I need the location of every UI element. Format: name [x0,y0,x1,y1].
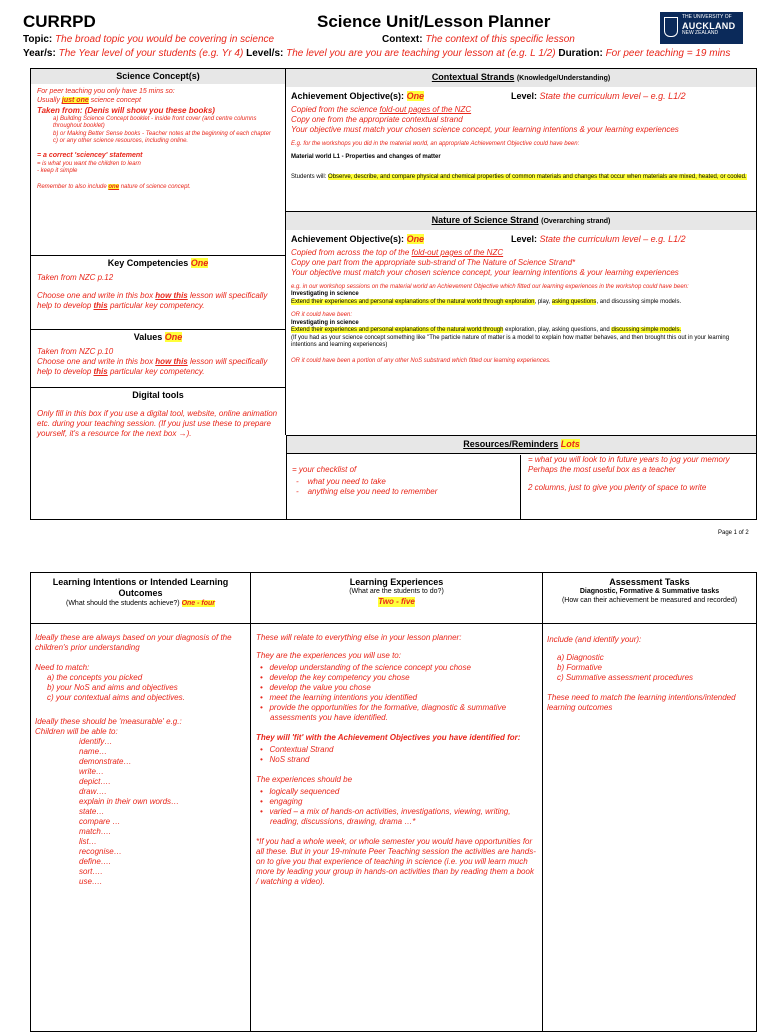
page-title: Science Unit/Lesson Planner [317,12,551,31]
resources-box [286,435,756,519]
list-item: a) the concepts you picked [47,673,143,682]
kc-e: particular key competency. [107,301,205,311]
list-item: b) your NoS and aims and objectives [47,683,178,692]
nos-level [511,234,686,245]
kc-instructions [37,291,279,311]
list-item: c) Summative assessment procedures [557,673,694,682]
nos-l1b: fold-out pages of the NZC [411,247,504,257]
list-item: • develop understanding of the science concept you chose [260,663,471,672]
list-item: match…. [79,827,112,836]
li-verbs [35,737,247,887]
as-items [557,653,752,683]
li-able: Children will be able to: [35,727,118,736]
le-item: develop the value you chose [269,683,371,692]
list-item: write… [79,767,104,776]
list-item: list… [79,837,97,846]
val-c: lesson will specifically help to develop [37,357,268,377]
resources-badge: Lots [560,439,580,449]
key-competencies-heading [37,258,279,269]
logo-line-1: THE UNIVERSITY OF [682,14,732,20]
sc-rem-c: nature of science concept. [119,183,191,190]
nos-ex1d: , and discussing simple models. [596,298,682,305]
learning-experiences-body [256,633,538,887]
resources-heading-text: Resources/Reminders [463,439,559,449]
cs-l3: Your objective must match your chosen science concept, your learning intentions & your learning experiences [291,124,679,134]
duration-label: Duration: [558,48,603,59]
values-box [31,329,285,387]
li-items [47,673,247,703]
page-number: Page 1 of 2 [718,530,749,536]
val-d: this [93,367,108,377]
kc-heading-text: Key Competencies [107,258,189,268]
le-badge: Two - five [378,597,415,606]
cs-level [511,91,686,102]
cs-heading-sub: (Knowledge/Understanding) [516,75,611,82]
sc-item: b) or Making Better Sense books - Teacher notes at the beginning of each chapter [53,130,271,137]
le-fit-item: Contextual Strand [269,745,334,754]
digital-tools-box [31,387,285,519]
context-line [382,34,575,45]
values-instructions [37,357,279,377]
nos-level-value: State the curriculum level – e.g. L1/2 [539,233,686,244]
sc-def2: = is what you want the children to learn [37,160,141,167]
years-line [23,48,730,59]
list-item: • varied – a mix of hands-on activities, investigations, viewing, writing, reading, discussions, drawing, drama …* [260,807,511,826]
cs-sw-b: Observe, describe, and compare physical and chemical properties of common materials and changes that occur when materials are mixed, heated, or cooled. [328,173,747,180]
le-fit-item: NoS strand [269,755,310,764]
cs-l1 [291,105,751,115]
list-item: c) your contextual aims and objectives. [47,693,185,702]
sc-item: a) Building Science Concept booklet - inside front cover (and centre columns throughout booklet) [53,115,257,130]
le-should-item: logically sequenced [269,787,340,796]
li-need: Need to match: [35,663,90,672]
sc-items [53,116,279,146]
le-l1: These will relate to everything else in your lesson planner: [256,633,462,642]
sc-def1: = a correct 'sciencey' statement [37,151,143,159]
as-sub2: (How can their achievement be measured and recorded) [561,597,738,604]
li-measurable: Ideally these should be 'measurable' e.g.: [35,717,182,726]
resources-heading [287,436,756,454]
list-item: use…. [79,877,103,886]
le-should-items [256,787,538,827]
values-taken: Taken from NZC p.10 [37,347,114,357]
sc-remember [37,184,279,192]
res-item: anything else you need to remember [307,487,438,496]
list-item: compare … [79,817,121,826]
li-sub-text: (What should the students achieve?) [65,599,180,607]
nos-level-label: Level: [511,233,538,244]
context-label: Context: [382,34,423,45]
as-l1: Include (and identify your): [547,635,642,644]
nos-heading-text: Nature of Science Strand [431,215,539,225]
logo-line-2: AUCKLAND [682,20,736,31]
nos-eg: e.g. in our workshop sessions on the material world an Achievement Objective which fitted our learning experiences in the workshop could have been: [291,283,689,290]
digital-tools-heading: Digital tools [132,390,184,400]
column-divider [250,573,251,1031]
planner-table-page-1 [30,68,757,520]
assessment-header [543,573,756,623]
learning-experiences-header [251,573,542,623]
le-item: develop the key competency you chose [269,673,410,682]
list-item: • provide the opportunities for the formative, diagnostic & summative assessments you have identified. [260,703,507,722]
nos-ao-label: Achievement Objective(s): [291,233,405,244]
list-item: • engaging [260,797,303,806]
nos-ex1 [291,299,751,307]
cs-l2: Copy one from the appropriate contextual strand [291,114,463,124]
resources-left-col [287,455,521,519]
res-right-2: Perhaps the most useful box as a teacher [528,465,676,474]
as-sub1: Diagnostic, Formative & Summative tasks [579,588,720,596]
list-item: sort…. [79,867,103,876]
le-fit-items [256,745,538,765]
topic-label: Topic: [23,34,53,45]
crest-icon [664,17,678,37]
list-item: • NoS strand [260,755,310,764]
cs-sw-a: Students will: [291,173,329,180]
values-heading-text: Values [133,332,163,342]
column-divider [542,573,543,1031]
cs-ao-badge: One [406,90,425,101]
assessment-body [547,635,752,713]
le-note: *If you had a whole week, or whole semester you would have opportunities for all these. But in your 19-minute Peer Teaching session the activities are hands-on to give you that experience of teaching in science (i.e. you will learn much more by leading your group in hands-on activities than by reading them a book / watching a video). [256,837,536,886]
cs-eg: E.g. for the workshops you did in the material world, an appropriate Achievement Objective could have been: [291,140,580,147]
sc-usually-b: just one [61,97,89,104]
cs-level-label: Level: [511,90,538,101]
nos-heading [286,212,756,230]
nos-heading-sub: (Overarching strand) [541,218,611,225]
science-concept-box [31,69,285,255]
list-item: a) Diagnostic [557,653,604,662]
li-sub [31,600,250,609]
years-value: The Year level of your students (e.g. Yr 4) [58,48,244,59]
years-label: Year/s: [23,48,56,59]
val-b: how this [155,357,188,367]
le-l2: They are the experiences you will use to: [256,651,401,660]
val-e: particular key competency. [107,367,205,377]
kc-a: Choose one and write in this box [37,291,156,301]
res-right-3: 2 columns, just to give you plenty of space to write [528,483,707,492]
le-fit: They will 'fit' with the Achievement Objectives you have identified for: [256,733,521,742]
list-item: define…. [79,857,112,866]
le-item: provide the opportunities for the formative, diagnostic & summative assessments you have identified. [269,703,507,722]
nos-l1a: Copied from across the top of the [291,247,412,257]
university-logo [660,12,743,44]
nos-inv2: Investigating in science [291,319,359,326]
key-competencies-box [31,255,285,329]
le-heading: Learning Experiences [349,577,444,587]
list-item: • meet the learning intentions you identified [260,693,418,702]
nos-note: (If you had as your science concept something like "The particle nature of matter is a model to explain how matter behaves, and then brought this out in your learning intentions and learning experiences) [291,334,730,349]
list-item: - anything else you need to remember [296,487,438,496]
nos-ex2a: Extend their experiences and personal explanations of the natural world through [291,327,504,334]
logo-line-3: NEW ZEALAND [682,30,719,37]
le-item: meet the learning intentions you identified [269,693,418,702]
topic-value: The broad topic you would be covering in science [55,34,275,45]
cs-level-value: State the curriculum level – e.g. L1/2 [539,90,686,101]
kc-c: lesson will specifically help to develop [37,291,268,311]
li-l1: Ideally these are always based on your diagnosis of the children's prior understanding [35,633,232,652]
learning-intentions-body [35,633,247,887]
as-l2: These need to match the learning intentions/intended learning outcomes [547,693,736,712]
list-item: explain in their own words… [79,797,180,806]
nos-ex2c: discussing simple models. [611,327,682,334]
list-item: demonstrate… [79,757,132,766]
le-sub: (What are the students to do?) [349,588,444,596]
sc-usually-c: science concept [88,97,141,104]
duration-value: For peer teaching = 19 mins [605,48,731,59]
le-should-item: engaging [269,797,303,806]
values-heading [37,332,279,343]
cs-material-world: Material world L1 - Properties and changes of matter [291,154,441,161]
cs-l1a: Copied from the science [291,104,380,114]
nos-inv1: Investigating in science [291,291,359,298]
values-badge: One [164,332,183,342]
list-item: identify… [79,737,113,746]
context-value: The context of this specific lesson [425,34,575,45]
as-heading: Assessment Tasks [609,577,690,587]
cs-ao-label: Achievement Objective(s): [291,90,405,101]
list-item: draw…. [79,787,107,796]
sc-taken-from: Taken from: (Denis will show you these books) [37,105,215,115]
contextual-strands-heading [286,69,756,87]
cs-ao-row [291,91,751,105]
sc-usually-a: Usually [37,97,62,104]
res-checklist: = your checklist of [292,465,357,474]
nos-l1 [291,248,751,258]
list-item: • develop the key competency you chose [260,673,410,682]
row-divider [31,623,756,624]
science-concept-heading: Science Concept(s) [31,69,285,84]
learning-intentions-header [31,573,250,623]
kc-badge: One [190,258,209,268]
le-item: develop understanding of the science concept you chose [269,663,471,672]
nos-ex1c: asking questions [551,298,597,305]
val-a: Choose one and write in this box [37,357,156,367]
kc-b: how this [155,291,188,301]
cs-students-will [291,174,751,182]
sc-intro: For peer teaching you only have 15 mins so: [37,88,175,96]
list-item: • develop the value you chose [260,683,371,692]
resources-right-col [523,455,755,519]
nos-ex2 [291,327,751,335]
res-list [292,477,515,497]
li-badge: One - four [181,599,216,607]
nos-l3: Your objective must match your chosen science concept, your learning intentions & your learning experiences [291,267,679,277]
sc-def3: - keep it simple [37,168,78,174]
le-items [256,663,538,723]
list-item: • Contextual Strand [260,745,334,754]
planner-table-page-2 [30,572,757,1032]
topic-line [23,34,274,45]
document-code: CURRPD [23,12,96,31]
nos-or1: OR it could have been: [291,312,353,319]
nos-ao-badge: One [406,233,425,244]
contextual-strands-box [286,69,756,211]
list-item: recognise… [79,847,122,856]
list-item: - what you need to take [296,477,386,486]
list-item: depict…. [79,777,111,786]
nos-ao-row [291,234,751,248]
list-item: • logically sequenced [260,787,340,796]
li-heading: Learning Intentions or Intended Learning Outcomes [52,577,229,599]
nos-ex1b: , play, [534,298,552,305]
cs-l1b: fold-out pages of the NZC [379,104,472,114]
le-should-item: varied – a mix of hands-on activities, investigations, viewing, writing, reading, discussions, drawing, drama …* [269,807,511,826]
nos-or2: OR it could have been a portion of any other NoS substrand which fitted our learning experiences. [291,357,551,364]
le-should: The experiences should be [256,775,353,784]
digital-tools-text: Only fill in this box if you use a digital tool, website, online animation etc. during your teaching session. (If you just use these to prepare yourself, it's a resource for the next box →). [37,409,278,439]
kc-d: this [93,301,108,311]
sc-usually [37,97,279,106]
sc-item: c) or any other science resources, including online. [53,138,189,145]
levels-value: The level you are you are teaching your lesson at (e.g. L 1/2) [286,48,556,59]
res-right-1: = what you will look to in future years to jog your memory [528,455,730,464]
sc-rem-a: Remember to also include [37,183,109,190]
sc-rem-b: one [108,183,120,190]
kc-taken: Taken from NZC p.12 [37,273,114,283]
list-item: name… [79,747,108,756]
list-item: b) Formative [557,663,602,672]
res-item: what you need to take [307,477,386,486]
nos-l2: Copy one part from the appropriate sub-strand of The Nature of Science Strand* [291,257,576,267]
cs-heading-text: Contextual Strands [431,72,515,82]
levels-label: Level/s: [246,48,284,59]
nos-ex1a: Extend their experiences and personal explanations of the natural world through exploration [291,298,535,305]
list-item: state… [79,807,105,816]
nos-ex2b: exploration, play, asking questions, and [503,327,612,334]
nature-of-science-box [286,211,756,435]
